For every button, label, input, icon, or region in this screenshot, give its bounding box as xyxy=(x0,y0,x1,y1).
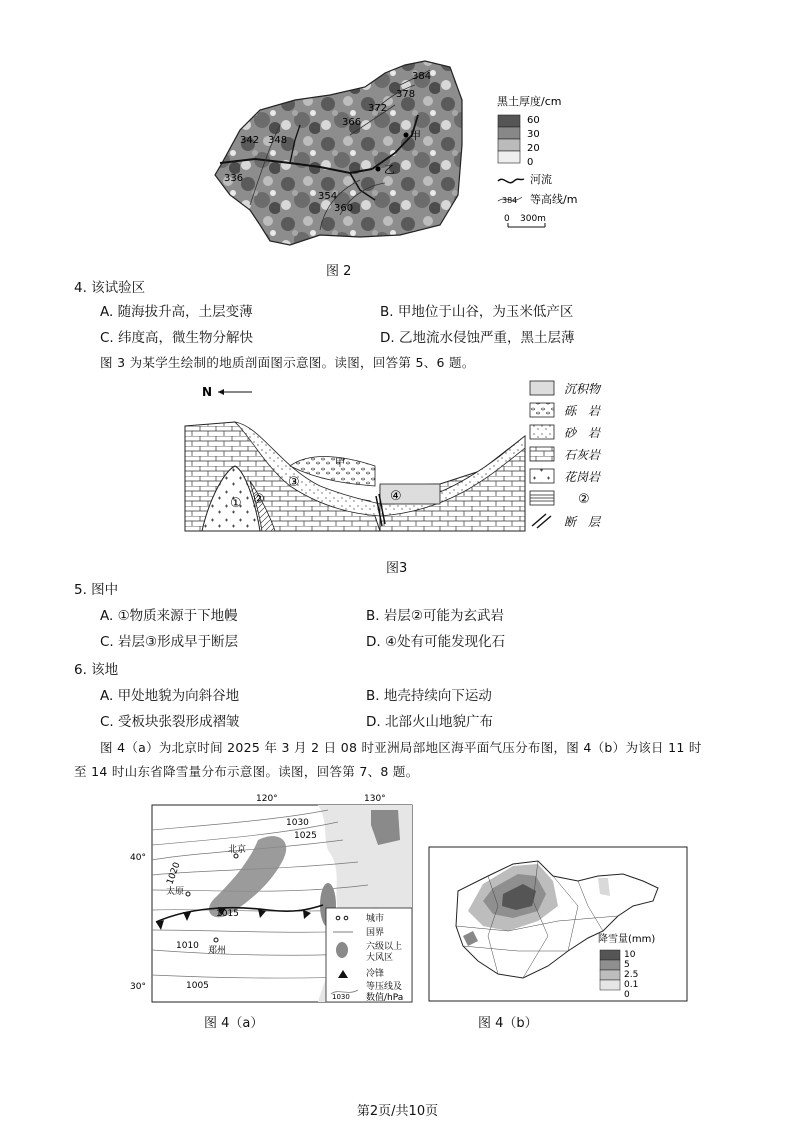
q5-stem: 5. 图中 xyxy=(74,582,119,598)
figure-4b xyxy=(428,846,690,1004)
q4-option-a[interactable]: A. 随海拔升高，土层变薄 xyxy=(100,304,253,320)
q4-option-c[interactable]: C. 纬度高，微生物分解快 xyxy=(100,330,254,346)
figure-2 xyxy=(200,55,600,265)
svg-text:六级以上: 六级以上 xyxy=(366,942,403,952)
q5-option-b[interactable]: B. 岩层②可能为玄武岩 xyxy=(366,608,504,624)
q4-option-d[interactable]: D. 乙地流水侵蚀严重，黑土层薄 xyxy=(380,330,575,346)
svg-text:砾 岩: 砾 岩 xyxy=(564,404,601,418)
svg-text:1030: 1030 xyxy=(332,993,350,1001)
svg-text:60: 60 xyxy=(527,115,540,126)
q6-option-c[interactable]: C. 受板块张裂形成褶皱 xyxy=(100,714,240,730)
q4-stem: 4. 该试验区 xyxy=(74,280,146,296)
svg-text:5: 5 xyxy=(624,960,630,970)
page-footer: 第2页/共10页 xyxy=(356,1104,439,1119)
fig3-legend xyxy=(530,381,602,529)
point-yi: 乙 xyxy=(384,163,395,176)
q5-option-a[interactable]: A. ①物质来源于下地幔 xyxy=(100,608,238,624)
svg-text:1005: 1005 xyxy=(186,981,209,991)
fig2-caption: 图 2 xyxy=(326,264,352,279)
svg-text:北京: 北京 xyxy=(228,845,247,855)
svg-text:1030: 1030 xyxy=(286,818,309,828)
svg-text:1010: 1010 xyxy=(176,941,199,951)
snowfall-map xyxy=(428,846,690,1004)
contour-label: 348 xyxy=(268,135,288,146)
contour-label: 378 xyxy=(396,89,416,100)
fig4b-legend-title: 降雪量(mm) xyxy=(598,934,656,945)
contour-label: 336 xyxy=(224,173,244,184)
svg-text:20: 20 xyxy=(527,143,540,154)
q5-option-d[interactable]: D. ④处有可能发现化石 xyxy=(366,634,506,650)
svg-text:国界: 国界 xyxy=(366,928,385,938)
svg-text:冷锋: 冷锋 xyxy=(366,969,385,979)
q6-option-a[interactable]: A. 甲处地貌为向斜谷地 xyxy=(100,688,240,704)
fig2-legend-title: 黑土厚度/cm xyxy=(497,95,562,108)
svg-text:384: 384 xyxy=(502,196,518,205)
contour-label: 342 xyxy=(240,135,260,146)
q6-option-d[interactable]: D. 北部火山地貌广布 xyxy=(366,714,493,730)
svg-text:0: 0 xyxy=(527,157,534,168)
svg-text:石灰岩: 石灰岩 xyxy=(564,448,601,462)
q4-option-b[interactable]: B. 甲地位于山谷，为玉米低产区 xyxy=(380,304,574,320)
svg-text:130°: 130° xyxy=(364,794,386,804)
svg-text:30°: 30° xyxy=(130,982,146,992)
figure-3 xyxy=(180,376,630,546)
svg-text:太原: 太原 xyxy=(166,887,185,897)
point-jia: 甲 xyxy=(410,129,421,142)
svg-text:300m: 300m xyxy=(520,214,546,224)
contour-legend: 等高线/m xyxy=(530,193,578,206)
svg-text:0: 0 xyxy=(624,990,630,1000)
svg-text:城市: 城市 xyxy=(366,914,385,924)
contour-label: 360 xyxy=(334,203,354,214)
svg-text:大风区: 大风区 xyxy=(366,953,394,963)
svg-text:砂 岩: 砂 岩 xyxy=(564,426,601,440)
svg-text:1025: 1025 xyxy=(294,831,317,841)
svg-text:1020: 1020 xyxy=(165,861,183,887)
svg-text:40°: 40° xyxy=(130,853,146,863)
contour-label: 366 xyxy=(342,117,362,128)
q6-option-b[interactable]: B. 地壳持续向下运动 xyxy=(366,688,492,704)
svg-text:数值/hPa: 数值/hPa xyxy=(366,993,404,1003)
svg-text:花岗岩: 花岗岩 xyxy=(564,470,601,484)
fig4b-caption: 图 4（b） xyxy=(478,1016,538,1031)
svg-text:②: ② xyxy=(578,492,590,507)
svg-text:①: ① xyxy=(230,496,242,511)
intro-7-8-line1: 图 4（a）为北京时间 2025 年 3 月 2 日 08 时亚洲局部地区海平面气压分布图，图 4（b）为该日 11 时 xyxy=(100,740,702,755)
fig3-jia: 甲 xyxy=(335,458,345,469)
pressure-map xyxy=(128,790,416,1005)
svg-text:等压线及: 等压线及 xyxy=(366,982,403,992)
svg-text:0: 0 xyxy=(504,214,510,224)
contour-label: 354 xyxy=(318,191,338,202)
svg-text:断 层: 断 层 xyxy=(564,515,601,529)
river-legend: 河流 xyxy=(530,173,552,186)
contour-label: 372 xyxy=(368,103,388,114)
contour-label: 384 xyxy=(412,71,432,82)
fig4a-caption: 图 4（a） xyxy=(204,1016,264,1031)
intro-5-6: 图 3 为某学生绘制的地质剖面图示意图。读图，回答第 5、6 题。 xyxy=(100,355,475,370)
svg-text:10: 10 xyxy=(624,950,636,960)
svg-text:②: ② xyxy=(253,492,265,507)
q6-stem: 6. 该地 xyxy=(74,662,119,678)
svg-text:③: ③ xyxy=(288,475,300,490)
svg-text:沉积物: 沉积物 xyxy=(564,382,601,396)
svg-text:120°: 120° xyxy=(256,794,278,804)
svg-text:郑州: 郑州 xyxy=(208,946,227,956)
svg-text:1015: 1015 xyxy=(216,909,239,919)
figure-4a xyxy=(128,790,416,1005)
black-soil-map xyxy=(200,55,600,265)
q5-option-c[interactable]: C. 岩层③形成早于断层 xyxy=(100,634,239,650)
svg-text:2.5: 2.5 xyxy=(624,970,639,980)
svg-text:④: ④ xyxy=(390,489,402,504)
geologic-section xyxy=(180,376,630,546)
fig3-caption: 图3 xyxy=(386,561,408,576)
svg-text:0.1: 0.1 xyxy=(624,980,639,990)
svg-text:30: 30 xyxy=(527,129,540,140)
north-label: N xyxy=(202,385,213,399)
intro-7-8-line2: 至 14 时山东省降雪量分布示意图。读图，回答第 7、8 题。 xyxy=(74,764,419,779)
